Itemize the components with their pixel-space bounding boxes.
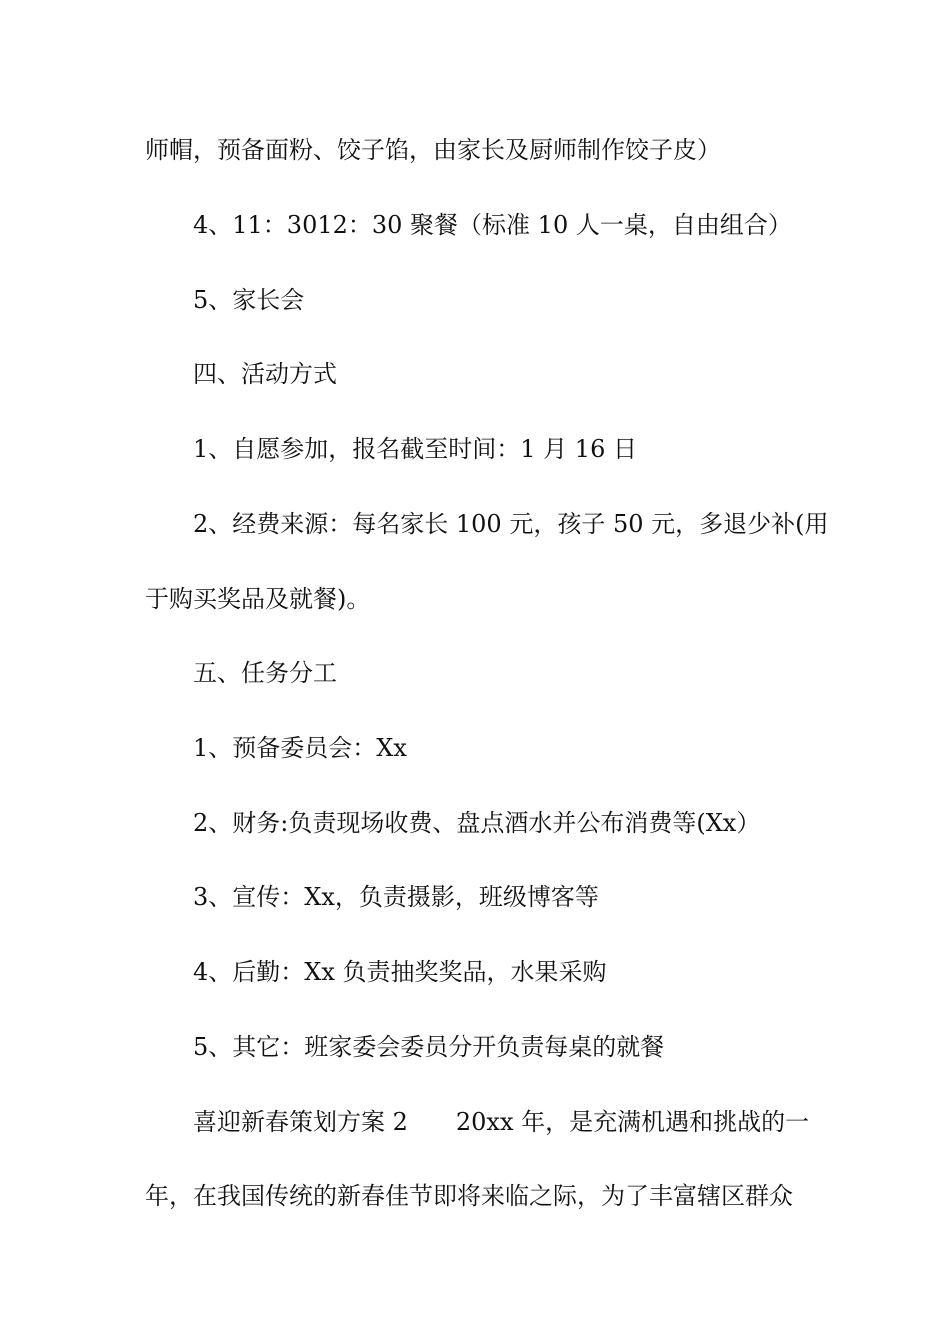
- section-heading: 五、任务分工: [193, 659, 337, 687]
- text-line: 2、经费来源：每名家长 100 元，孩子 50 元，多退少补(用: [193, 510, 829, 538]
- text-line: 于购买奖品及就餐)。: [145, 585, 371, 613]
- text-line: 3、宣传：Xx，负责摄影，班级博客等: [193, 883, 599, 911]
- text-line: 1、预备委员会：Xx: [193, 734, 407, 762]
- text-line: 年，在我国传统的新春佳节即将来临之际，为了丰富辖区群众: [145, 1182, 793, 1210]
- text-line: 1、自愿参加，报名截至时间：1 月 16 日: [193, 435, 637, 463]
- text-line: 2、财务:负责现场收费、盘点酒水并公布消费等(Xx）: [193, 809, 761, 837]
- text-line: 5、其它：班家委会委员分开负责每桌的就餐: [193, 1033, 665, 1061]
- text-line: 喜迎新春策划方案 2 20xx 年，是充满机遇和挑战的一: [193, 1108, 810, 1136]
- text-line: 4、后勤：Xx 负责抽奖奖品，水果采购: [193, 958, 607, 986]
- text-line: 5、家长会: [193, 286, 305, 314]
- section-heading: 四、活动方式: [193, 360, 337, 388]
- text-line: 4、11：3012：30 聚餐（标准 10 人一桌，自由组合）: [193, 211, 792, 239]
- text-line: 师帽，预备面粉、饺子馅，由家长及厨师制作饺子皮）: [145, 136, 721, 164]
